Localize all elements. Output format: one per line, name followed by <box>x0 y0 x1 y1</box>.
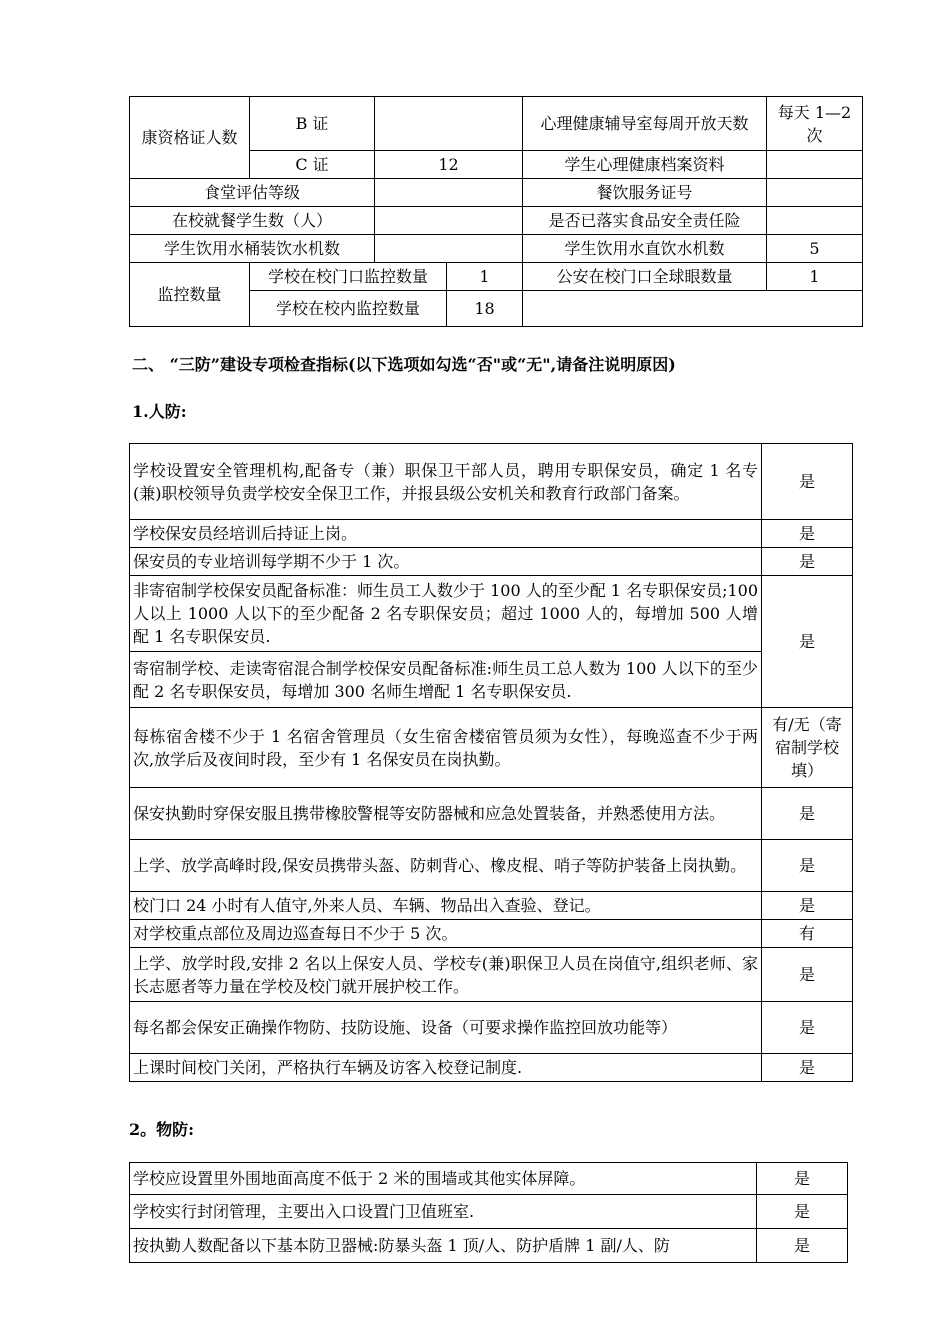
renfang-item-text: 对学校重点部位及周边巡查每日不少于 5 次。 <box>130 920 762 948</box>
direct-dispenser-label: 学生饮用水直饮水机数 <box>523 235 767 263</box>
police-eye-label: 公安在校门口全球眼数量 <box>523 263 767 291</box>
canteen-grade-value <box>375 179 523 207</box>
renfang-heading: 1.人防: <box>132 402 187 421</box>
renfang-item-text: 上学、放学高峰时段,保安员携带头盔、防刺背心、橡皮棍、哨子等防护装备上岗执勤。 <box>130 840 762 892</box>
table-row <box>130 652 853 708</box>
renfang-item-value: 是 <box>762 520 853 548</box>
empty-cell <box>523 291 863 327</box>
police-eye-value: 1 <box>767 263 863 291</box>
renfang-item-value: 是 <box>762 892 853 920</box>
table-row <box>130 576 853 652</box>
renfang-item-text: 非寄宿制学校保安员配备标准：师生员工人数少于 100 人的至少配 1 名专职保安员;100 人以上 1000 人以下的至少配备 2 名专职保安员；超过 1000 人的，每增加 500 人增配 1 名专职保安员. <box>130 576 762 652</box>
gate-monitor-label: 学校在校门口监控数量 <box>250 263 447 291</box>
health-cert-label: 康资格证人数 <box>130 97 250 179</box>
table-row <box>130 548 853 576</box>
c-cert-label: C 证 <box>250 151 375 179</box>
table-row <box>130 892 853 920</box>
renfang-item-value: 是 <box>762 788 853 840</box>
table-row <box>130 920 853 948</box>
c-cert-value: 12 <box>375 151 523 179</box>
b-cert-value <box>375 97 523 151</box>
renfang-item-value: 有 <box>762 920 853 948</box>
renfang-item-value: 是 <box>762 576 853 708</box>
wufang-heading: 2。物防: <box>129 1120 195 1139</box>
psych-archive-value <box>767 151 863 179</box>
wufang-item-value: 是 <box>757 1195 848 1229</box>
table-row <box>130 708 853 788</box>
counseling-room-label: 心理健康辅导室每周开放天数 <box>523 97 767 151</box>
table-row <box>130 1163 848 1195</box>
renfang-item-text: 上学、放学时段,安排 2 名以上保安人员、学校专(兼)职保卫人员在岗值守,组织老师、家长志愿者等力量在学校及校门就开展护校工作。 <box>130 948 762 1002</box>
wufang-item-text: 按执勤人数配备以下基本防卫器械:防暴头盔 1 顶/人、防护盾牌 1 副/人、防 <box>130 1229 757 1263</box>
renfang-item-text: 学校设置安全管理机构,配备专（兼）职保卫干部人员，聘用专职保安员，确定 1 名专(兼)职校领导负责学校安全保卫工作，并报县级公安机关和教育行政部门备案。 <box>130 444 762 520</box>
school-info-table <box>129 96 863 327</box>
catering-license-value <box>767 179 863 207</box>
renfang-item-value: 是 <box>762 948 853 1002</box>
table-row <box>130 1195 848 1229</box>
renfang-item-value: 是 <box>762 548 853 576</box>
renfang-item-text: 上课时间校门关闭，严格执行车辆及访客入校登记制度. <box>130 1054 762 1082</box>
wufang-item-text: 学校应设置里外围地面高度不低于 2 米的围墙或其他实体屏障。 <box>130 1163 757 1195</box>
table-row <box>130 788 853 840</box>
wufang-item-text: 学校实行封闭管理，主要出入口设置门卫值班室. <box>130 1195 757 1229</box>
direct-dispenser-value: 5 <box>767 235 863 263</box>
wufang-item-value: 是 <box>757 1229 848 1263</box>
counseling-room-value: 每天 1—2 次 <box>767 97 863 151</box>
wufang-table <box>129 1162 848 1263</box>
table-row <box>130 520 853 548</box>
bucket-dispenser-label: 学生饮用水桶装饮水机数 <box>130 235 375 263</box>
psych-archive-label: 学生心理健康档案资料 <box>523 151 767 179</box>
table-row <box>130 840 853 892</box>
renfang-item-text: 保安员的专业培训每学期不少于 1 次。 <box>130 548 762 576</box>
b-cert-label: B 证 <box>250 97 375 151</box>
catering-license-label: 餐饮服务证号 <box>523 179 767 207</box>
table-row <box>130 1002 853 1054</box>
renfang-item-value: 是 <box>762 1054 853 1082</box>
food-safety-insurance-value <box>767 207 863 235</box>
renfang-item-value: 是 <box>762 444 853 520</box>
renfang-table <box>129 443 853 1082</box>
table-row <box>130 948 853 1002</box>
renfang-item-value: 是 <box>762 840 853 892</box>
table-row <box>130 1054 853 1082</box>
renfang-item-text: 每名都会保安正确操作物防、技防设施、设备（可要求操作监控回放功能等） <box>130 1002 762 1054</box>
renfang-item-text: 校门口 24 小时有人值守,外来人员、车辆、物品出入查验、登记。 <box>130 892 762 920</box>
bucket-dispenser-value <box>375 235 523 263</box>
table-row <box>130 444 853 520</box>
gate-monitor-value: 1 <box>447 263 523 291</box>
section-heading: 二、 “三防”建设专项检查指标(以下选项如勾选“否"或“无",请备注说明原因) <box>132 355 676 374</box>
renfang-item-text: 寄宿制学校、走读寄宿混合制学校保安员配备标准:师生员工总人数为 100 人以下的至少配 2 名专职保安员，每增加 300 名师生增配 1 名专职保安员. <box>130 652 762 708</box>
monitor-label: 监控数量 <box>130 263 250 327</box>
dining-students-value <box>375 207 523 235</box>
renfang-item-value: 有/无（寄宿制学校填） <box>762 708 853 788</box>
food-safety-insurance-label: 是否已落实食品安全责任险 <box>523 207 767 235</box>
renfang-item-text: 学校保安员经培训后持证上岗。 <box>130 520 762 548</box>
wufang-item-value: 是 <box>757 1163 848 1195</box>
renfang-item-text: 每栋宿舍楼不少于 1 名宿舍管理员（女生宿舍楼宿管员须为女性），每晚巡查不少于两次,放学后及夜间时段，至少有 1 名保安员在岗执勤。 <box>130 708 762 788</box>
canteen-grade-label: 食堂评估等级 <box>130 179 375 207</box>
inside-monitor-label: 学校在校内监控数量 <box>250 291 447 327</box>
renfang-item-text: 保安执勤时穿保安服且携带橡胶警棍等安防器械和应急处置装备，并熟悉使用方法。 <box>130 788 762 840</box>
inside-monitor-value: 18 <box>447 291 523 327</box>
dining-students-label: 在校就餐学生数（人） <box>130 207 375 235</box>
table-row <box>130 1229 848 1263</box>
renfang-item-value: 是 <box>762 1002 853 1054</box>
